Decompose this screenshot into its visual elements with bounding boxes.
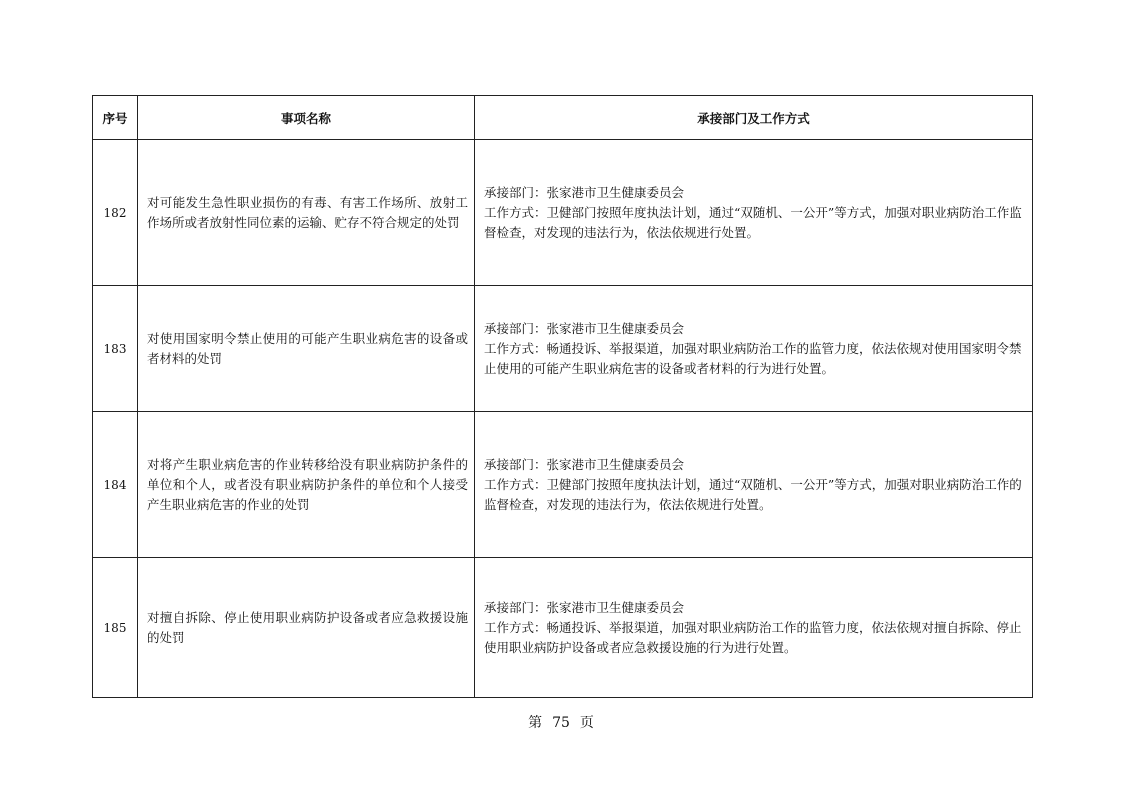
row-work-method: 工作方式：卫健部门按照年度执法计划，通过“双随机、一公开”等方式，加强对职业病防治工作监督检查，对发现的违法行为，依法依规进行处置。 bbox=[484, 204, 1022, 240]
row-department-method bbox=[475, 140, 1033, 286]
row-item-name: 对擅自拆除、停止使用职业病防护设备或者应急救援设施的处罚 bbox=[138, 558, 475, 698]
page-number-footer bbox=[0, 712, 1122, 732]
row-department: 承接部门：张家港市卫生健康委员会 bbox=[484, 320, 685, 336]
table-row bbox=[93, 558, 1033, 698]
page-suffix: 页 bbox=[579, 715, 594, 731]
table-header-row bbox=[93, 96, 1033, 140]
row-department: 承接部门：张家港市卫生健康委员会 bbox=[484, 184, 685, 200]
page-prefix: 第 bbox=[528, 715, 543, 731]
page-number: 75 bbox=[552, 715, 570, 731]
row-work-method: 工作方式：卫健部门按照年度执法计划，通过“双随机、一公开”等方式，加强对职业病防治工作的监督检查，对发现的违法行为，依法依规进行处置。 bbox=[484, 476, 1022, 512]
row-department-method bbox=[475, 412, 1033, 558]
row-serial-number: 184 bbox=[93, 412, 138, 558]
header-serial-number: 序号 bbox=[93, 96, 138, 140]
header-item-name: 事项名称 bbox=[138, 96, 475, 140]
header-department-method: 承接部门及工作方式 bbox=[475, 96, 1033, 140]
table-row bbox=[93, 412, 1033, 558]
row-item-name: 对使用国家明令禁止使用的可能产生职业病危害的设备或者材料的处罚 bbox=[138, 286, 475, 412]
row-department-method bbox=[475, 558, 1033, 698]
row-department: 承接部门：张家港市卫生健康委员会 bbox=[484, 599, 685, 615]
table-row bbox=[93, 140, 1033, 286]
items-table bbox=[92, 95, 1033, 698]
row-serial-number: 185 bbox=[93, 558, 138, 698]
row-department-method bbox=[475, 286, 1033, 412]
table-row bbox=[93, 286, 1033, 412]
row-work-method: 工作方式：畅通投诉、举报渠道，加强对职业病防治工作的监管力度，依法依规对擅自拆除、停止使用职业病防护设备或者应急救援设施的行为进行处置。 bbox=[484, 619, 1022, 655]
row-serial-number: 182 bbox=[93, 140, 138, 286]
row-department: 承接部门：张家港市卫生健康委员会 bbox=[484, 456, 685, 472]
row-item-name: 对将产生职业病危害的作业转移给没有职业病防护条件的单位和个人，或者没有职业病防护条件的单位和个人接受产生职业病危害的作业的处罚 bbox=[138, 412, 475, 558]
row-work-method: 工作方式：畅通投诉、举报渠道，加强对职业病防治工作的监管力度，依法依规对使用国家明令禁止使用的可能产生职业病危害的设备或者材料的行为进行处置。 bbox=[484, 340, 1022, 376]
row-item-name: 对可能发生急性职业损伤的有毒、有害工作场所、放射工作场所或者放射性同位素的运输、贮存不符合规定的处罚 bbox=[138, 140, 475, 286]
row-serial-number: 183 bbox=[93, 286, 138, 412]
